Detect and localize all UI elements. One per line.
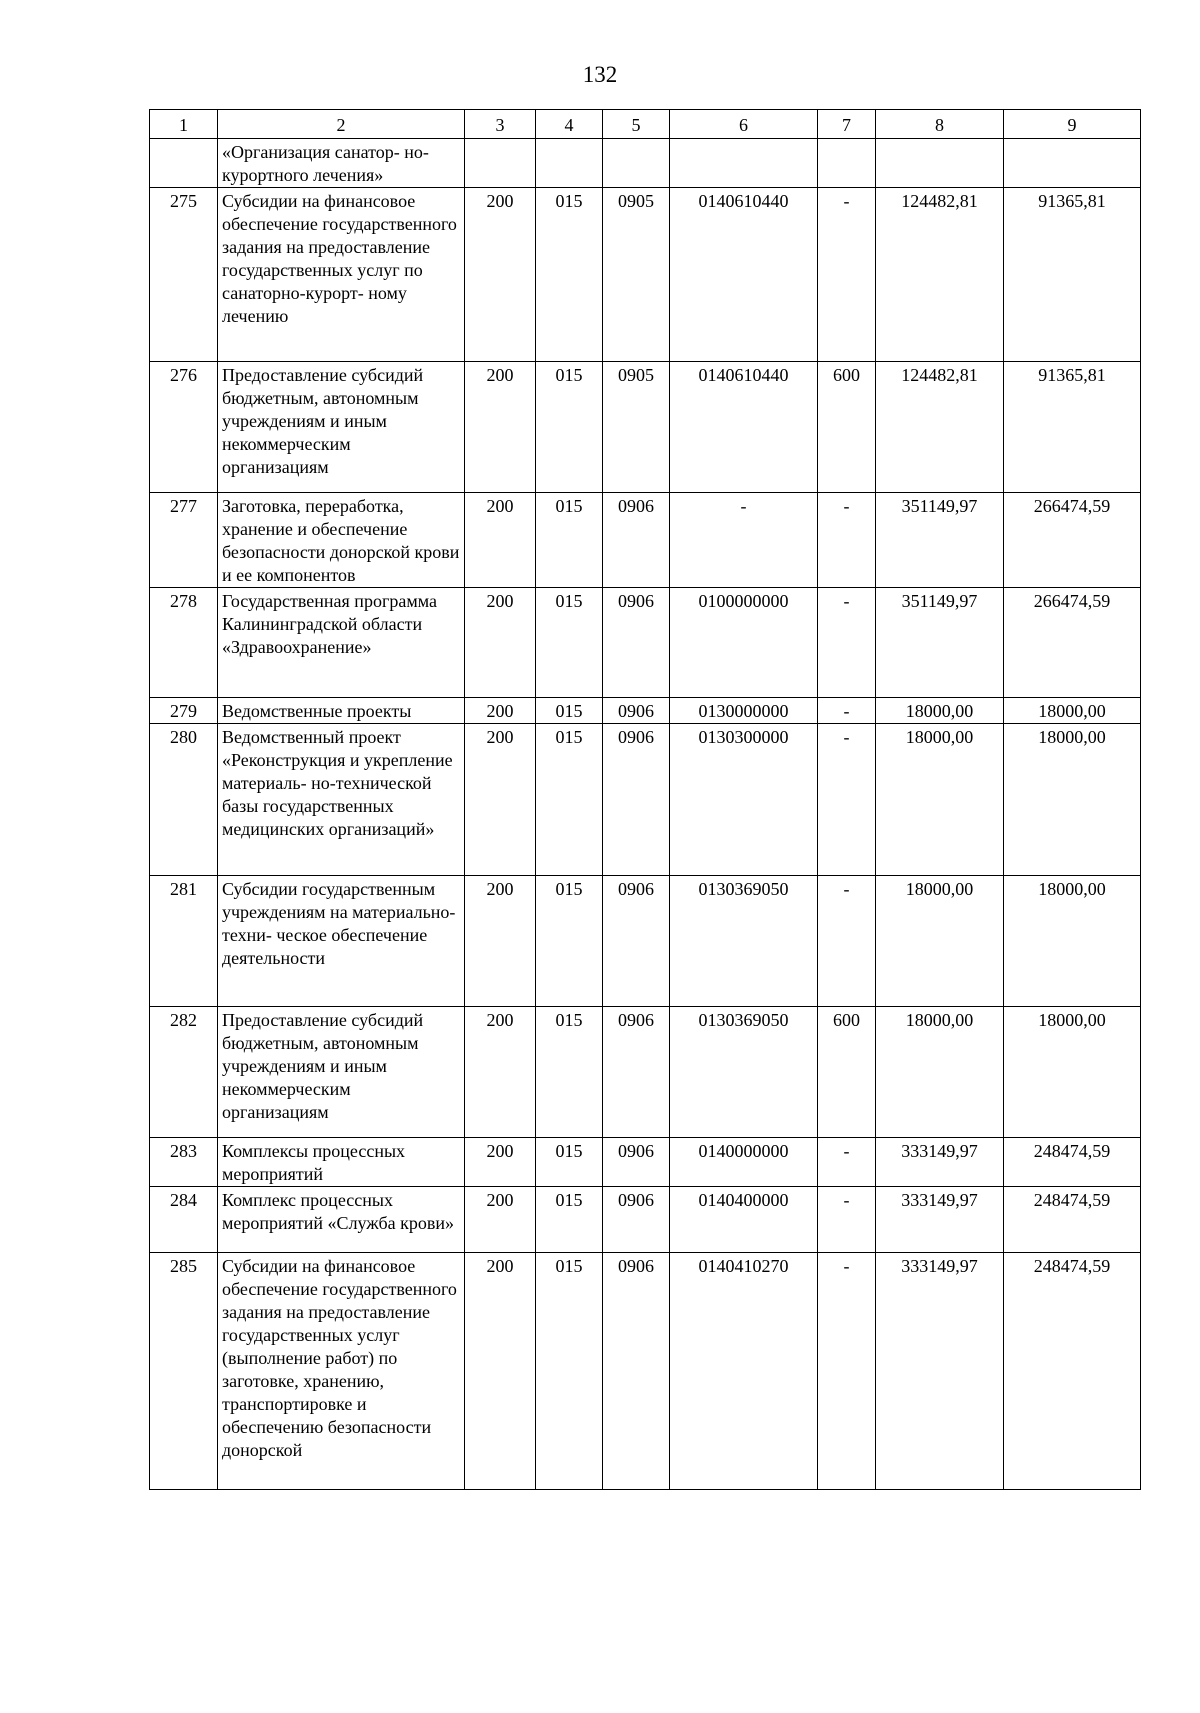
col-8-amount: 351149,97 [876,493,1004,588]
col-3-code: 200 [465,1253,536,1490]
col-9-amount: 91365,81 [1004,362,1141,493]
col-8-amount: 18000,00 [876,876,1004,1007]
row-name: «Организация санатор- но-курортного лечения» [218,139,465,188]
page-number: 132 [582,62,618,87]
row-name: Заготовка, переработка, хранение и обеспечение безопасности донорской крови и ее компонентов [218,493,465,588]
col-4-code [536,139,603,188]
row-name: Комплекс процессных мероприятий «Служба крови» [218,1187,465,1253]
col-8-amount: 124482,81 [876,362,1004,493]
col-6-code: 0140000000 [670,1138,818,1187]
col-4-code: 015 [536,698,603,724]
col-3-code [465,139,536,188]
table-row [150,362,1141,493]
row-name: Ведомственный проект «Реконструкция и укрепление материаль- но-технической базы государственных медицинских организаций» [218,724,465,876]
table-row [150,1187,1141,1253]
row-number: 278 [150,588,218,698]
col-9-amount: 248474,59 [1004,1187,1141,1253]
row-number: 276 [150,362,218,493]
row-number: 285 [150,1253,218,1490]
col-3-code: 200 [465,724,536,876]
col-9-amount [1004,139,1141,188]
row-number: 279 [150,698,218,724]
col-9-amount: 248474,59 [1004,1253,1141,1490]
col-4-code: 015 [536,724,603,876]
col-7-code: - [818,1253,876,1490]
col-5-code: 0906 [603,1187,670,1253]
col-8-amount: 18000,00 [876,1007,1004,1138]
column-header-3: 3 [465,110,536,139]
col-3-code: 200 [465,876,536,1007]
row-name: Ведомственные проекты [218,698,465,724]
col-6-code: 0140400000 [670,1187,818,1253]
col-5-code: 0906 [603,698,670,724]
col-9-amount: 18000,00 [1004,876,1141,1007]
col-5-code: 0906 [603,1253,670,1490]
table-row [150,1253,1141,1490]
col-3-code: 200 [465,698,536,724]
col-8-amount: 333149,97 [876,1187,1004,1253]
col-3-code: 200 [465,1007,536,1138]
column-header-5: 5 [603,110,670,139]
column-header-7: 7 [818,110,876,139]
column-header-9: 9 [1004,110,1141,139]
row-number: 275 [150,188,218,362]
col-9-amount: 18000,00 [1004,724,1141,876]
col-6-code: 0140610440 [670,362,818,493]
row-name: Комплексы процессных мероприятий [218,1138,465,1187]
col-7-code: 600 [818,1007,876,1138]
col-6-code: 0130369050 [670,1007,818,1138]
col-4-code: 015 [536,1187,603,1253]
col-8-amount: 333149,97 [876,1253,1004,1490]
row-number: 277 [150,493,218,588]
col-4-code: 015 [536,362,603,493]
col-5-code: 0906 [603,588,670,698]
col-7-code: - [818,188,876,362]
table-row [150,724,1141,876]
row-name: Субсидии государственным учреждениям на материально-техни- ческое обеспечение деятельности [218,876,465,1007]
col-6-code: 0130369050 [670,876,818,1007]
col-4-code: 015 [536,493,603,588]
col-7-code: - [818,1187,876,1253]
col-3-code: 200 [465,188,536,362]
col-4-code: 015 [536,876,603,1007]
table-row [150,493,1141,588]
budget-table [149,109,1141,1490]
table-row [150,1138,1141,1187]
row-number [150,139,218,188]
col-5-code: 0906 [603,724,670,876]
table-row [150,876,1141,1007]
col-5-code [603,139,670,188]
table-row [150,588,1141,698]
col-3-code: 200 [465,1138,536,1187]
col-7-code: - [818,493,876,588]
col-7-code: - [818,698,876,724]
col-4-code: 015 [536,188,603,362]
col-6-code: 0140410270 [670,1253,818,1490]
row-number: 281 [150,876,218,1007]
col-4-code: 015 [536,1138,603,1187]
column-header-1: 1 [150,110,218,139]
table-row [150,698,1141,724]
col-4-code: 015 [536,588,603,698]
col-5-code: 0905 [603,188,670,362]
col-8-amount: 18000,00 [876,698,1004,724]
table-row [150,139,1141,188]
col-3-code: 200 [465,362,536,493]
col-7-code [818,139,876,188]
col-5-code: 0906 [603,493,670,588]
col-7-code: - [818,724,876,876]
column-header-6: 6 [670,110,818,139]
row-name: Государственная программа Калининградской области «Здравоохранение» [218,588,465,698]
col-5-code: 0906 [603,876,670,1007]
row-name: Предоставление субсидий бюджетным, автономным учреждениям и иным некоммерческим организациям [218,362,465,493]
col-6-code [670,139,818,188]
col-8-amount: 18000,00 [876,724,1004,876]
col-6-code: 0130300000 [670,724,818,876]
col-4-code: 015 [536,1007,603,1138]
col-9-amount: 91365,81 [1004,188,1141,362]
col-4-code: 015 [536,1253,603,1490]
col-5-code: 0905 [603,362,670,493]
col-9-amount: 18000,00 [1004,698,1141,724]
col-5-code: 0906 [603,1007,670,1138]
table-row [150,1007,1141,1138]
col-3-code: 200 [465,493,536,588]
col-8-amount: 351149,97 [876,588,1004,698]
col-7-code: - [818,1138,876,1187]
column-number-row [150,110,1141,139]
row-number: 282 [150,1007,218,1138]
col-8-amount [876,139,1004,188]
col-5-code: 0906 [603,1138,670,1187]
col-3-code: 200 [465,588,536,698]
row-number: 284 [150,1187,218,1253]
table-body [150,139,1141,1490]
row-number: 283 [150,1138,218,1187]
row-name: Субсидии на финансовое обеспечение государственного задания на предоставление государственных услуг (выполнение работ) по заготовке, хранению, транспортировке и обеспечению безопасности донорской [218,1253,465,1490]
column-header-4: 4 [536,110,603,139]
col-8-amount: 333149,97 [876,1138,1004,1187]
column-header-2: 2 [218,110,465,139]
table-row [150,188,1141,362]
col-9-amount: 266474,59 [1004,493,1141,588]
col-8-amount: 124482,81 [876,188,1004,362]
col-6-code: 0130000000 [670,698,818,724]
col-7-code: - [818,588,876,698]
col-7-code: - [818,876,876,1007]
col-6-code: 0140610440 [670,188,818,362]
row-name: Предоставление субсидий бюджетным, автономным учреждениям и иным некоммерческим организациям [218,1007,465,1138]
col-6-code: - [670,493,818,588]
col-3-code: 200 [465,1187,536,1253]
row-number: 280 [150,724,218,876]
column-header-8: 8 [876,110,1004,139]
col-9-amount: 266474,59 [1004,588,1141,698]
col-9-amount: 248474,59 [1004,1138,1141,1187]
col-7-code: 600 [818,362,876,493]
row-name: Субсидии на финансовое обеспечение государственного задания на предоставление государственных услуг по санаторно-курорт- ному лечению [218,188,465,362]
col-6-code: 0100000000 [670,588,818,698]
col-9-amount: 18000,00 [1004,1007,1141,1138]
